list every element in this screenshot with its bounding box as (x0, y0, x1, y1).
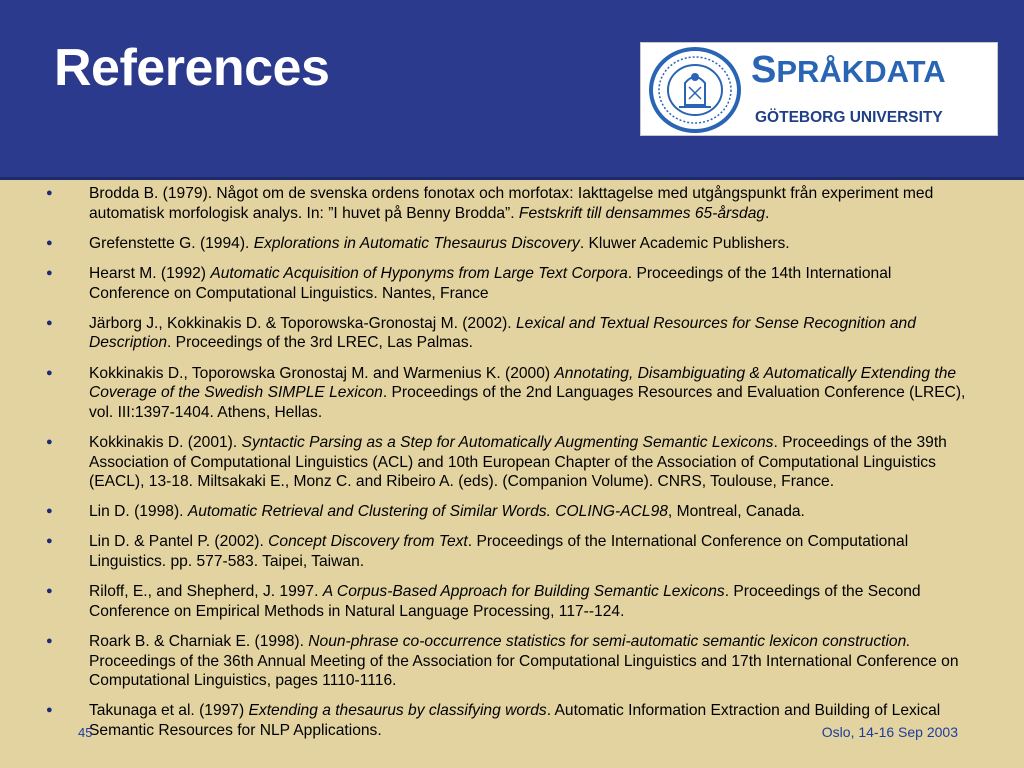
logo-subtitle: GÖTEBORG UNIVERSITY (755, 109, 943, 126)
reference-text: , Montreal, Canada. (667, 503, 805, 521)
bullet-icon: ● (46, 535, 53, 548)
reference-title: Festskrift till densammes 65-årsdag (518, 204, 766, 222)
reference-title: Automatic Acquisition of Hyponyms from Large Text Corpora (210, 264, 628, 282)
bullet-icon: ● (46, 187, 53, 199)
reference-text: Lin D. (1998). (89, 503, 188, 521)
reference-text: Brodda B. (1979). Något om de svenska ordens fonotax och morfotax: Iakttagelse med utgångspunkt från experiment med automatisk morfologisk analys. In: ”I huvet på Benny Brodda”. (89, 185, 934, 222)
reference-text: Riloff, E., and Shepherd, J. 1997. (89, 583, 323, 601)
reference-title: Lexical and Textual Resources for Sense Recognition and Description (89, 314, 916, 352)
reference-title: A Corpus-Based Approach for Building Semantic Lexicons (322, 583, 725, 601)
reference-text: . Kluwer Academic Publishers. (579, 234, 790, 252)
reference-item (0, 532, 974, 571)
bullet-icon: ● (46, 585, 53, 598)
bullet-icon: ● (46, 704, 53, 717)
reference-text: Lin D. & Pantel P. (2002). (89, 533, 269, 551)
event-footer: Oslo, 14-16 Sep 2003 (821, 724, 958, 740)
sprakdata-logo (640, 42, 998, 136)
reference-item (0, 184, 974, 223)
reference-title: Noun-phrase co-occurrence statistics for semi-automatic semantic lexicon construction. (308, 633, 911, 651)
reference-item (0, 364, 974, 423)
reference-text: . Proceedings of the 3rd LREC, Las Palmas. (167, 334, 473, 352)
bullet-icon: ● (46, 435, 53, 448)
reference-text: . Proceedings of the Second Conference on Empirical Methods in Natural Language Processing, 117--124. (89, 583, 921, 620)
reference-item (0, 502, 974, 522)
bullet-icon: ● (46, 635, 53, 648)
reference-text: Järborg J., Kokkinakis D. & Toporowska-Gronostaj M. (2002). (89, 314, 516, 332)
reference-text: . (765, 204, 770, 222)
reference-text: . Proceedings of the 2nd Languages Resources and Evaluation Conference (LREC), vol. III:1397-1404. Athens, Hellas. (89, 384, 966, 421)
reference-list (0, 184, 1024, 751)
reference-text: . Automatic Information Extraction and Building of Lexical Semantic Resources for NLP Applications. (89, 702, 941, 739)
bullet-icon: ● (46, 366, 53, 379)
reference-item (0, 582, 974, 621)
university-seal-icon (647, 47, 743, 133)
reference-title: Concept Discovery from Text (268, 533, 468, 551)
reference-text: Hearst M. (1992) (89, 264, 211, 282)
reference-item (0, 314, 974, 353)
reference-text: . Proceedings of the 39th Association of Computational Linguistics (ACL) and 10th European Chapter of the Association of Computational Linguistics (EACL), 13-18. Miltsakaki E., Monz C. and Ribeiro A. (eds). (Companion Volume). CNRS, Toulouse, France. (89, 433, 947, 491)
page-number: 45 (78, 725, 93, 740)
reference-title: Annotating, Disambiguating & Automatically Extending the Coverage of the Swedish SIMPLE Lexicon (89, 364, 957, 402)
reference-item (0, 264, 974, 303)
reference-text: Proceedings of the 36th Annual Meeting of the Association for Computational Linguistics and 17th International Conference on Computational Linguistics, pages 1110-1116. (89, 652, 959, 690)
reference-text: Kokkinakis D. (2001). (89, 433, 242, 451)
reference-title: Syntactic Parsing as a Step for Automatically Augmenting Semantic Lexicons (241, 433, 774, 451)
reference-text: Roark B. & Charniak E. (1998). (89, 633, 309, 651)
reference-item (0, 632, 974, 691)
logo-brand-initial: S (751, 49, 777, 91)
logo-brand-name (751, 49, 995, 92)
reference-title: Explorations in Automatic Thesaurus Discovery (253, 234, 580, 252)
bullet-icon: ● (46, 505, 53, 518)
slide-title: References (54, 39, 330, 97)
bullet-icon: ● (46, 236, 53, 249)
bullet-icon: ● (46, 316, 53, 329)
bullet-icon: ● (46, 266, 53, 279)
reference-title: Extending a thesaurus by classifying words (248, 702, 547, 720)
reference-item (0, 433, 974, 492)
reference-text: Takunaga et al. (1997) (89, 702, 249, 720)
reference-text: Grefenstette G. (1994). (89, 234, 254, 252)
reference-title: Automatic Retrieval and Clustering of Similar Words. COLING-ACL98 (187, 503, 668, 521)
reference-text: . Proceedings of the 14th International Conference on Computational Linguistics. Nantes, France (89, 264, 892, 302)
logo-brand-rest: PRÅKDATA (776, 54, 946, 89)
reference-item (0, 234, 974, 254)
header-divider (0, 177, 1024, 180)
reference-text: . Proceedings of the International Conference on Computational Linguistics. pp. 577-583. Taipei, Taiwan. (89, 533, 909, 571)
reference-text: Kokkinakis D., Toporowska Gronostaj M. and Warmenius K. (2000) (89, 364, 555, 382)
